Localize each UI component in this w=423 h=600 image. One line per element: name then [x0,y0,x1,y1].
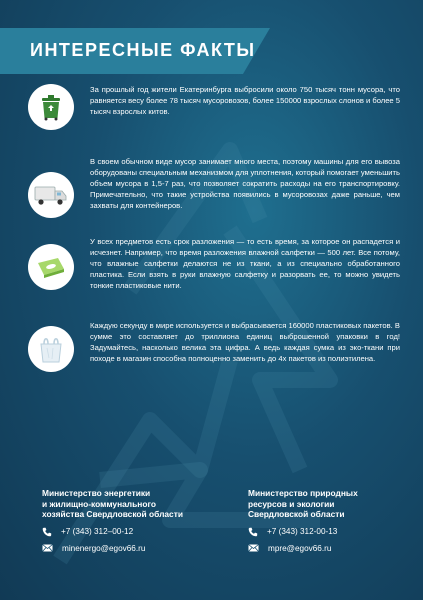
trash-bin-icon [28,84,74,130]
fact-text: У всех предметов есть срок разложения — то есть время, за которое он распадется и исчезнет. Например, что время разложения влажной салфетки — 500 лет. Все потому, что влажные салфетки делаются не из ткани, а из специально обработанного пластика. Если взять в руки влажную салфетку и разорвать ее, то можно увидеть тонкие пластиковые нити. [90,237,400,290]
organization-name [42,488,183,520]
email-link[interactable]: minenergo@egov66.ru [62,543,146,553]
organization-ecology-ministry [248,488,358,553]
phone-icon [248,527,258,537]
phone-number: +7 (343) 312-00-13 [267,527,338,536]
fact-text: За прошлый год жители Екатеринбурга выбросили около 750 тысяч тонн мусора, что равняется весу более 78 тысяч мусоровозов, более 150000 взрослых слонов и более 5 тысяч взрослых китов. [90,85,400,116]
phone-contact [42,527,183,537]
org-name-line: Свердловской области [248,509,345,519]
fact-text: Каждую секунду в мире используется и выбрасывается 160000 пластиковых пакетов. В сумме это составляет до триллиона единиц выброшенной упаковки в год! Задумайтесь, насколько велика эта цифра. А ведь каждая сумка из эко-ткани при походе в магазин способна полноценно заменить до 4х пакетов из полиэтилена. [90,321,400,363]
garbage-truck-icon [28,172,74,218]
phone-number: +7 (343) 312–00-12 [61,527,134,536]
org-name-line: хозяйства Свердловской области [42,509,183,519]
page-title: ИНТЕРЕСНЫЕ ФАКТЫ [30,40,256,60]
org-name-line: Министерство энергетики [42,488,151,498]
wet-wipes-icon [28,244,74,290]
mail-icon [248,544,259,552]
plastic-bag-icon [28,326,74,372]
org-name-line: ресурсов и экологии [248,498,335,509]
mail-icon [42,544,53,552]
phone-contact [248,527,358,537]
phone-icon [42,527,52,537]
organization-energy-ministry [42,488,183,553]
fact-text: В своем обычном виде мусор занимает много места, поэтому машины для его вывоза оборудованы специальным механизмом для уплотнения, который помогает уменьшить объем мусора в 1,5-7 раз, что позволяет сократить расходы на его транспортировку. Примечательно, что такие устройства появились в мусоровозах даже раньше, чем захваты для контейнеров. [90,157,400,210]
org-name-line: Министерство природных [248,488,358,498]
org-name-line: и жилищно-коммунального [42,498,156,509]
email-link[interactable]: mpre@egov66.ru [268,543,332,553]
email-contact[interactable] [248,544,358,553]
organization-name [248,488,358,520]
email-contact[interactable] [42,544,183,553]
